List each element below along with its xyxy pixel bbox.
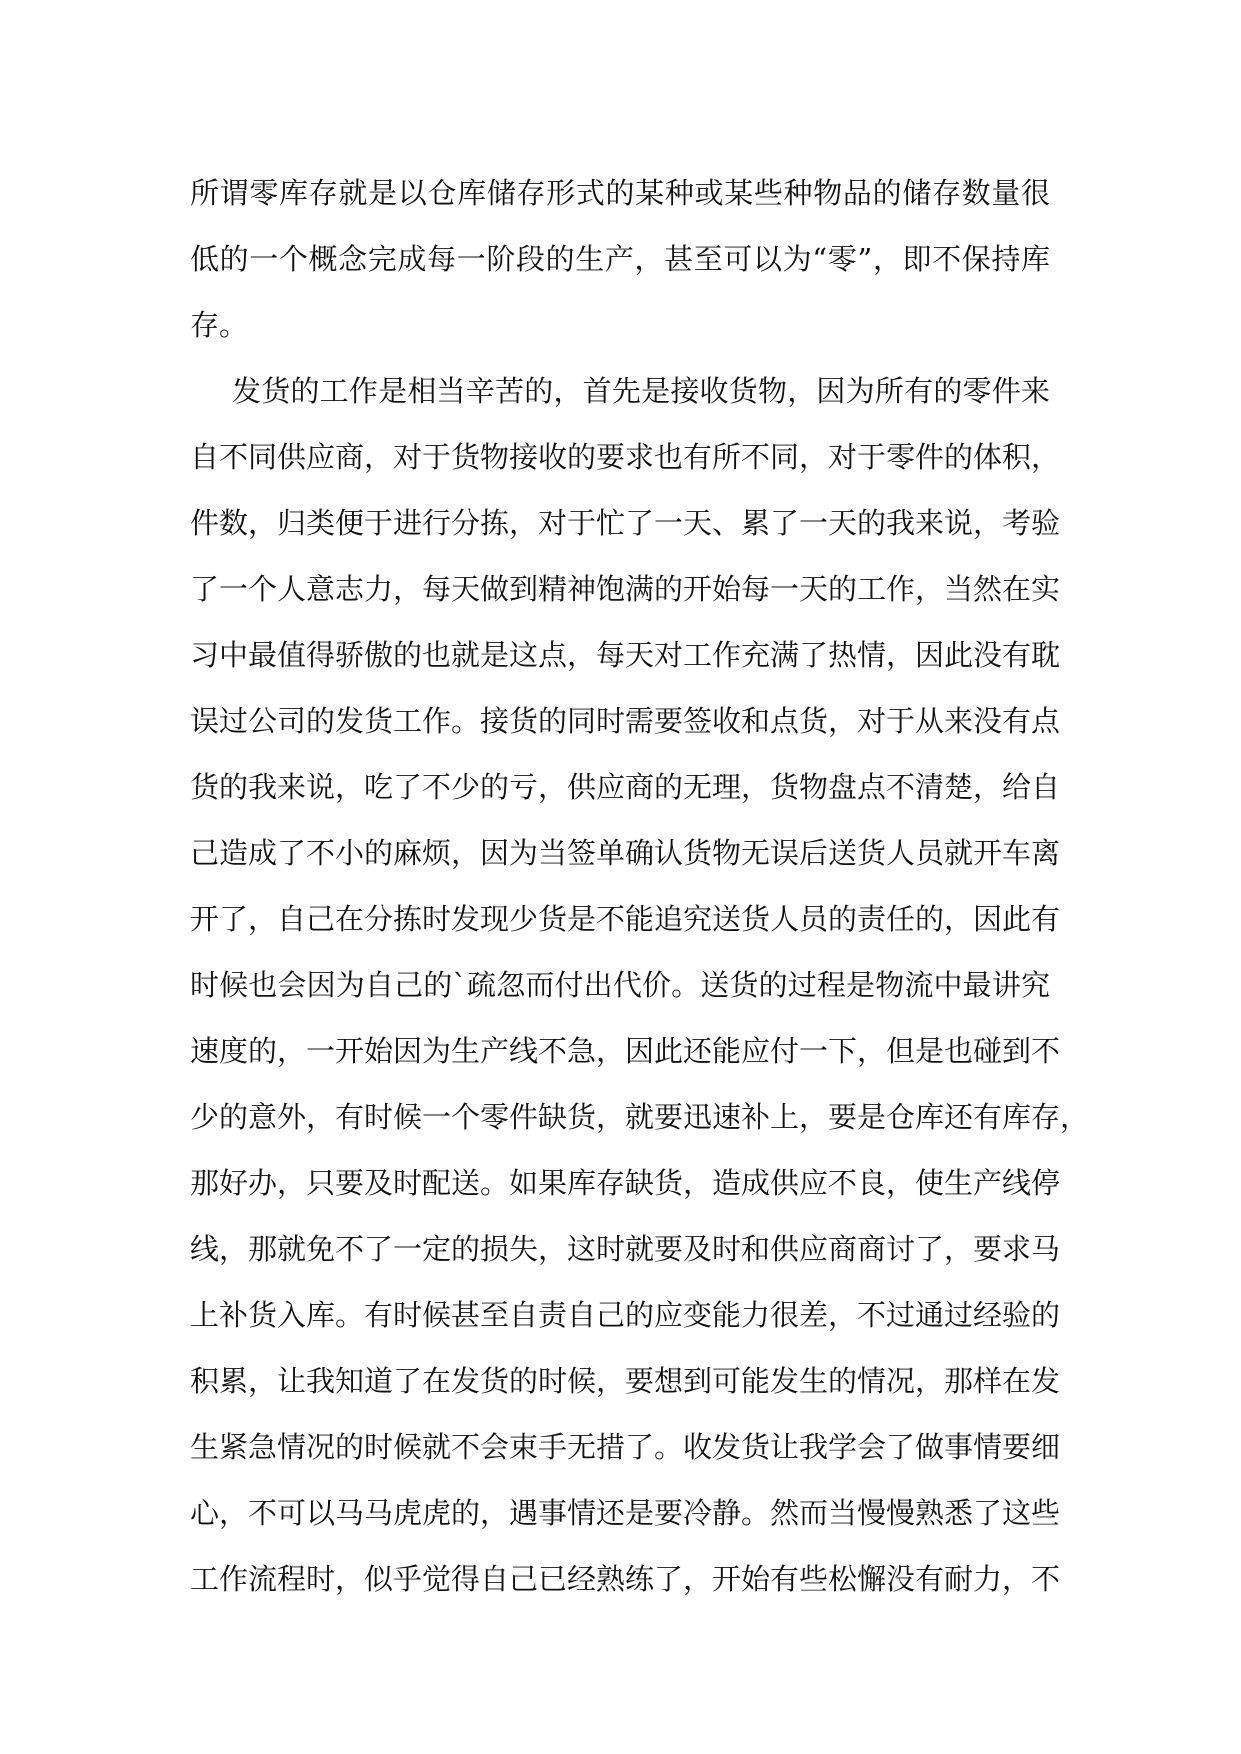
- text-line: 积累，让我知道了在发货的时候，要想到可能发生的情况，那样在发: [190, 1364, 1061, 1398]
- text-line: 习中最值得骄傲的也就是这点，每天对工作充满了热情，因此没有耽: [190, 638, 1061, 672]
- text-line: 存。: [190, 308, 249, 342]
- text-line: 己造成了不小的麻烦，因为当签单确认货物无误后送货人员就开车离: [190, 836, 1061, 870]
- text-line: 自不同供应商，对于货物接收的要求也有所不同，对于零件的体积，: [190, 440, 1061, 474]
- text-line: 那好办，只要及时配送。如果库存缺货，造成供应不良，使生产线停: [190, 1166, 1061, 1200]
- document-body: [190, 160, 1090, 1612]
- text-line: 生紧急情况的时候就不会束手无措了。收发货让我学会了做事情要细: [190, 1430, 1061, 1464]
- text-line: 误过公司的发货工作。接货的同时需要签收和点货，对于从来没有点: [190, 704, 1061, 738]
- paragraph-1: [190, 160, 1050, 358]
- text-line: 时候也会因为自己的`疏忽而付出代价。送货的过程是物流中最讲究: [190, 968, 1050, 1002]
- text-line: 速度的，一开始因为生产线不急，因此还能应付一下，但是也碰到不: [190, 1034, 1061, 1068]
- text-line: 线，那就免不了一定的损失，这时就要及时和供应商商讨了，要求马: [190, 1232, 1061, 1266]
- text-line: 了一个人意志力，每天做到精神饱满的开始每一天的工作，当然在实: [190, 572, 1061, 606]
- text-line: 心，不可以马马虎虎的，遇事情还是要冷静。然而当慢慢熟悉了这些: [190, 1496, 1061, 1530]
- text-line: 少的意外，有时候一个零件缺货，就要迅速补上，要是仓库还有库存，: [190, 1100, 1090, 1134]
- text-line: 件数，归类便于进行分拣，对于忙了一天、累了一天的我来说，考验: [190, 506, 1061, 540]
- text-line: 发货的工作是相当辛苦的，首先是接收货物，因为所有的零件来: [232, 374, 1050, 408]
- text-line: 所谓零库存就是以仓库储存形式的某种或某些种物品的储存数量很: [190, 176, 1050, 210]
- text-line: 开了，自己在分拣时发现少货是不能追究送货人员的责任的，因此有: [190, 902, 1061, 936]
- paragraph-2: [190, 358, 1090, 1612]
- text-line: 低的一个概念完成每一阶段的生产，甚至可以为“零”，即不保持库: [190, 242, 1050, 276]
- text-line: 货的我来说，吃了不少的亏，供应商的无理，货物盘点不清楚，给自: [190, 770, 1061, 804]
- text-line: 上补货入库。有时候甚至自责自己的应变能力很差，不过通过经验的: [190, 1298, 1061, 1332]
- text-line: 工作流程时，似乎觉得自己已经熟练了，开始有些松懈没有耐力，不: [190, 1562, 1061, 1596]
